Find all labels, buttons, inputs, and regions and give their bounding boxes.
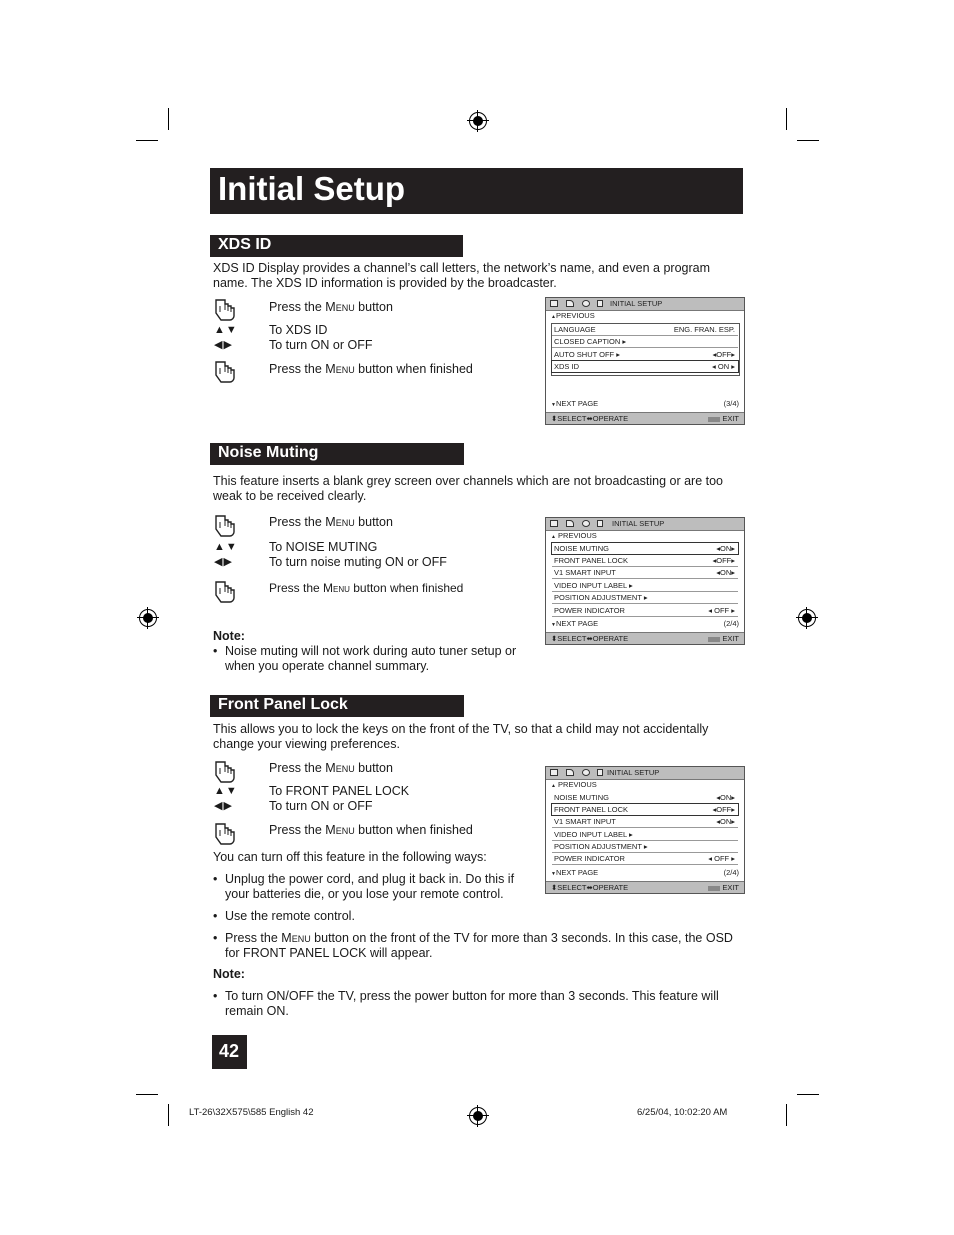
osd-row: LANGUAGE ENG. FRAN. ESP. — [552, 324, 738, 336]
section-heading-text: XDS ID — [218, 236, 272, 253]
crop-mark — [168, 1104, 169, 1126]
osd-next-page: ▼NEXT PAGE (2/4) — [551, 868, 739, 877]
lock-bullet-menu: • Press the Menu button on the front of the TV for more than 3 seconds. In this case, the OSD for FRONT PANEL LOCK will appear. — [213, 931, 733, 960]
noise-step-toggle: To turn noise muting ON or OFF — [269, 555, 447, 569]
osd-footer: ⬍SELECT⬌OPERATE EXIT — [546, 632, 744, 644]
osd-row: AUTO SHUT OFF ▸ ◂OFF▸ — [552, 349, 738, 361]
osd-row: CLOSED CAPTION ▸ — [552, 336, 738, 348]
section-heading-text: Front Panel Lock — [218, 696, 348, 713]
noise-step-select: To NOISE MUTING — [269, 540, 378, 554]
up-down-arrows-icon: ▲▼ — [214, 785, 238, 797]
osd-row: FRONT PANEL LOCK ◂OFF▸ — [552, 555, 738, 567]
lock-note-heading: Note: — [213, 967, 245, 981]
picture-icon — [550, 300, 558, 307]
osd-row: POWER INDICATOR ◂ OFF ▸ — [552, 605, 738, 617]
section-heading-lock — [210, 695, 464, 717]
intro-line: This allows you to lock the keys on the front of the TV, so that a child may not accidentally — [213, 722, 709, 736]
hand-press-icon — [213, 821, 237, 845]
osd-row: POWER INDICATOR ◂ OFF ▸ — [552, 853, 738, 865]
osd-menu-lock — [545, 766, 745, 894]
noise-note-bullet: • Noise muting will not work during auto tuner setup or when you operate channel summary. — [213, 644, 517, 673]
lock-bullet-unplug: • Unplug the power cord, and plug it back in. Do this if your batteries die, or you lose your remote control. — [213, 872, 515, 901]
osd-next-page: ▼NEXT PAGE (3/4) — [551, 399, 739, 408]
osd-row: VIDEO INPUT LABEL ▸ — [552, 829, 738, 841]
crop-mark — [786, 1104, 787, 1126]
osd-previous: ▲ PREVIOUS — [551, 531, 597, 540]
crop-mark — [797, 1094, 819, 1095]
osd-previous: ▲PREVIOUS — [551, 311, 595, 320]
section-heading-noise — [210, 443, 464, 465]
noise-step-finish: Press the Menu button when finished — [269, 581, 464, 595]
osd-topbar — [546, 767, 744, 780]
osd-row-selected: NOISE MUTING ◂ON▸ — [551, 542, 739, 555]
osd-topbar — [546, 518, 744, 531]
xds-step-select: To XDS ID — [269, 323, 328, 337]
left-right-arrows-icon: ◀▶ — [214, 556, 233, 568]
footer-file-info: LT-26\32X575\585 English 42 — [189, 1107, 314, 1118]
crop-mark — [797, 140, 819, 141]
hand-press-icon — [213, 297, 237, 321]
xds-step-press-menu: Press the Menu button — [269, 300, 393, 314]
osd-row: POSITION ADJUSTMENT ▸ — [552, 592, 738, 604]
section-heading-xds — [210, 235, 463, 257]
page-number: 42 — [219, 1041, 240, 1061]
clock-icon — [582, 769, 590, 776]
page-number-badge — [212, 1035, 247, 1069]
noise-intro — [213, 474, 743, 504]
noise-step-press-menu: Press the Menu button — [269, 515, 393, 529]
page-title: Initial Setup — [218, 170, 406, 207]
lock-ways: You can turn off this feature in the following ways: — [213, 850, 487, 864]
hand-press-icon — [213, 513, 237, 537]
registration-mark-icon — [139, 609, 157, 627]
intro-line: change your viewing preferences. — [213, 737, 400, 751]
page-title-bar — [210, 168, 743, 214]
xds-step-finish: Press the Menu button when finished — [269, 362, 473, 376]
osd-row: V1 SMART INPUT ◂ON▸ — [552, 567, 738, 579]
osd-menu-noise — [545, 517, 745, 645]
noise-note-heading: Note: — [213, 629, 245, 643]
lock-icon — [597, 769, 603, 776]
osd-previous: ▲ PREVIOUS — [551, 780, 597, 789]
lock-note-bullet: • To turn ON/OFF the TV, press the power button for more than 3 seconds. This feature will remain ON. — [213, 989, 719, 1018]
hand-press-icon — [213, 759, 237, 783]
intro-line: name. The XDS ID information is provided by the broadcaster. — [213, 276, 557, 290]
lock-intro — [213, 722, 743, 752]
osd-topbar — [546, 298, 744, 311]
osd-title: INITIAL SETUP — [610, 299, 663, 308]
registration-mark-icon — [469, 112, 487, 130]
xds-step-toggle: To turn ON or OFF — [269, 338, 373, 352]
up-down-arrows-icon: ▲▼ — [214, 541, 238, 553]
sound-icon — [566, 769, 574, 776]
lock-step-finish: Press the Menu button when finished — [269, 823, 473, 837]
crop-mark — [168, 108, 169, 130]
left-right-arrows-icon: ◀▶ — [214, 339, 233, 351]
intro-line: This feature inserts a blank grey screen over channels which are not broadcasting or are too — [213, 474, 723, 488]
lock-bullet-remote: • Use the remote control. — [213, 909, 355, 923]
osd-next-page: ▼NEXT PAGE (2/4) — [551, 619, 739, 628]
osd-footer: ⬍SELECT⬌OPERATE EXIT — [546, 412, 744, 424]
crop-mark — [786, 108, 787, 130]
section-heading-text: Noise Muting — [218, 444, 319, 461]
crop-mark — [136, 1094, 158, 1095]
intro-line: weak to be received clearly. — [213, 489, 367, 503]
crop-mark — [136, 140, 158, 141]
up-down-arrows-icon: ▲▼ — [214, 324, 238, 336]
xds-intro — [213, 261, 743, 291]
osd-row: V1 SMART INPUT ◂ON▸ — [552, 816, 738, 828]
osd-row-selected: XDS ID ◂ ON ▸ — [551, 360, 739, 373]
lock-step-toggle: To turn ON or OFF — [269, 799, 373, 813]
hand-press-icon — [213, 579, 237, 603]
registration-mark-icon — [798, 609, 816, 627]
left-right-arrows-icon: ◀▶ — [214, 800, 233, 812]
picture-icon — [550, 520, 558, 527]
footer-timestamp: 6/25/04, 10:02:20 AM — [637, 1107, 728, 1118]
hand-press-icon — [213, 359, 237, 383]
intro-line: XDS ID Display provides a channel’s call letters, the network’s name, and even a program — [213, 261, 711, 275]
picture-icon — [550, 769, 558, 776]
osd-row: NOISE MUTING ◂ON▸ — [552, 792, 738, 804]
clock-icon — [582, 300, 590, 307]
sound-icon — [566, 300, 574, 307]
lock-icon — [597, 520, 603, 527]
lock-step-press-menu: Press the Menu button — [269, 761, 393, 775]
osd-title: INITIAL SETUP — [612, 519, 665, 528]
lock-step-select: To FRONT PANEL LOCK — [269, 784, 410, 798]
osd-row-selected: FRONT PANEL LOCK ◂OFF▸ — [551, 803, 739, 816]
sound-icon — [566, 520, 574, 527]
osd-row: VIDEO INPUT LABEL ▸ — [552, 580, 738, 592]
osd-footer: ⬍SELECT⬌OPERATE EXIT — [546, 881, 744, 893]
clock-icon — [582, 520, 590, 527]
osd-row: POSITION ADJUSTMENT ▸ — [552, 841, 738, 853]
osd-menu-xds — [545, 297, 745, 425]
osd-title: INITIAL SETUP — [607, 768, 660, 777]
registration-mark-icon — [469, 1107, 487, 1125]
lock-icon — [597, 300, 603, 307]
